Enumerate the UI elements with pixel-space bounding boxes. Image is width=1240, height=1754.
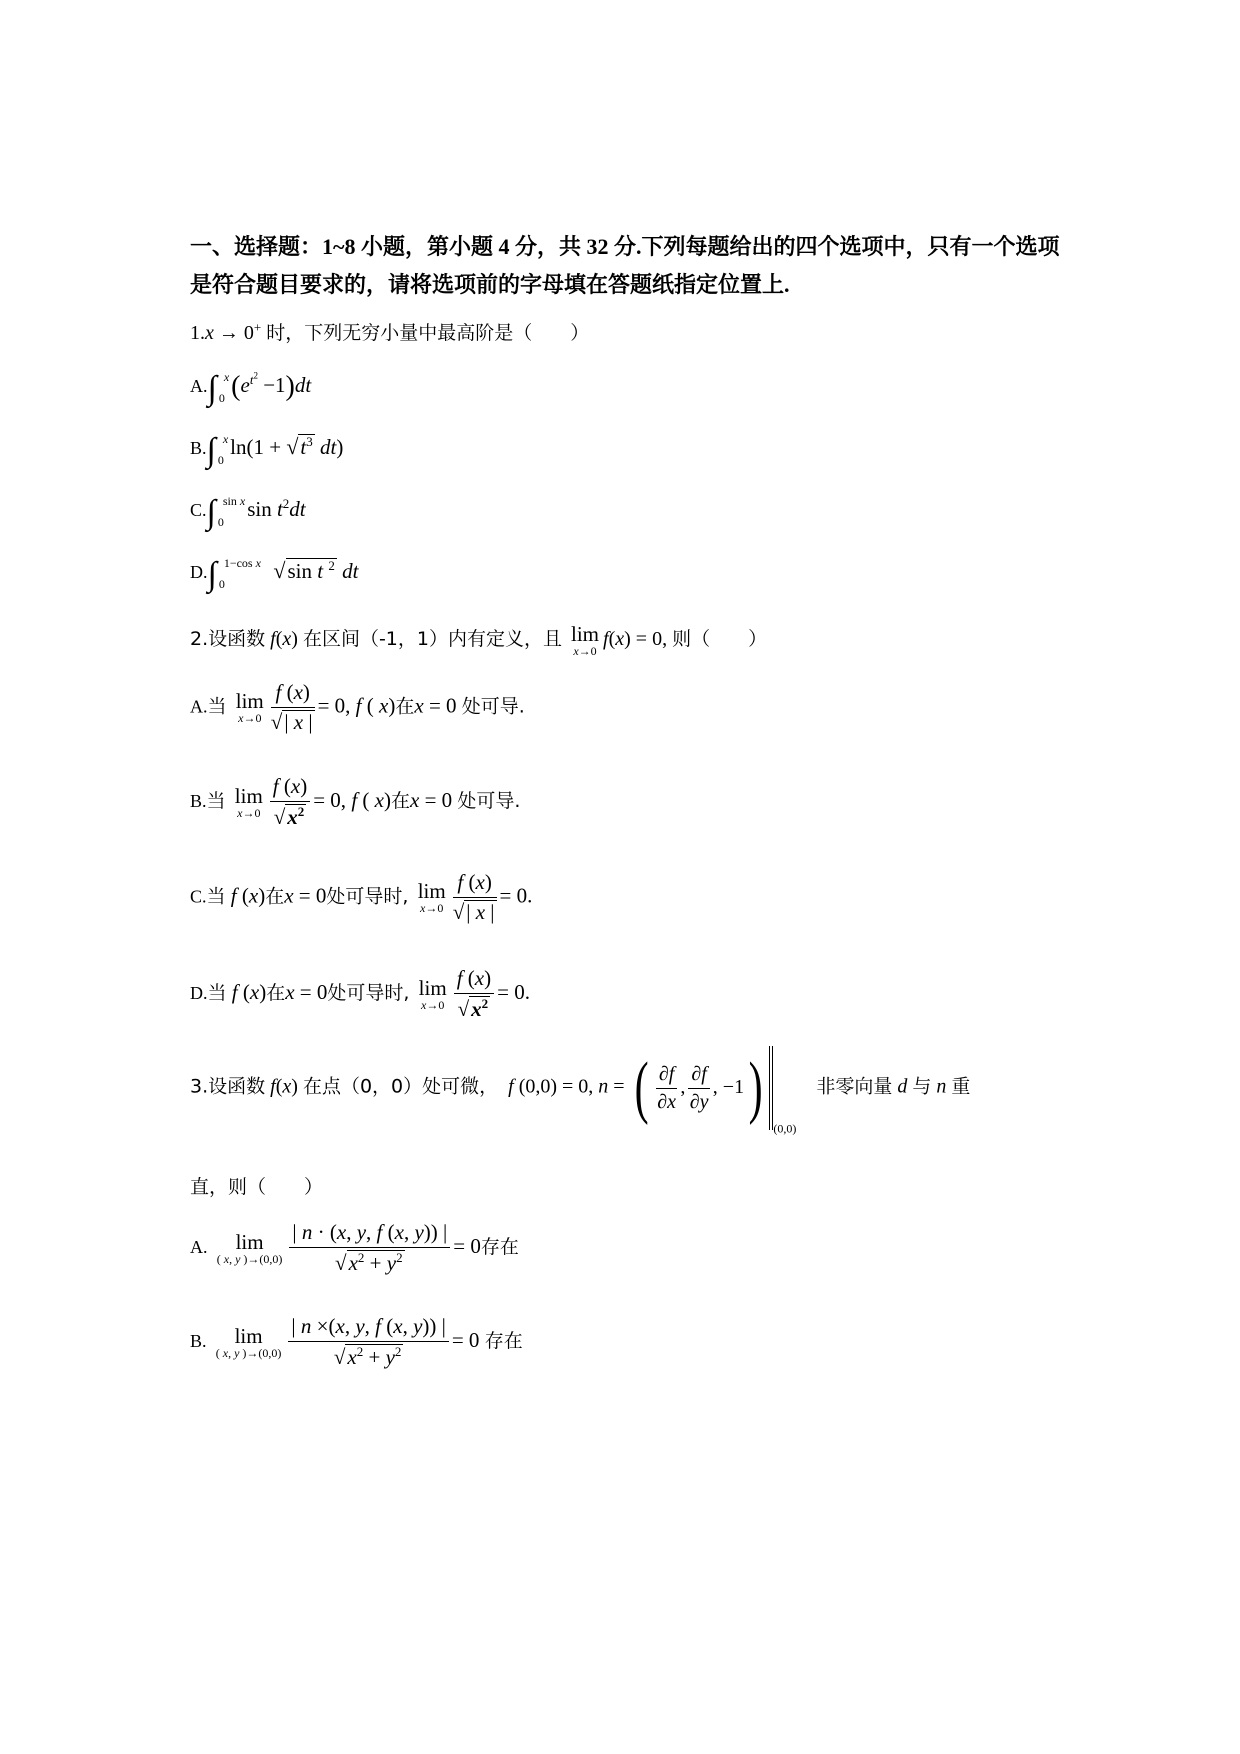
question-2-option-c: C.当 f (x)在x = 0处可导时, lim x→0 $\frac{f (x)}{√| x |}$ = 0. <box>190 870 533 924</box>
question-2-stem: 2.设函数 f(x) 在区间（-1，1）内有定义，且 lim x→0 f(x) = 0, 则（ ） <box>190 622 768 658</box>
question-3-stem-cont: 直，则（ ） <box>190 1176 324 1198</box>
question-1-stem: 1.x → 0+ 时，下列无穷小量中最高阶是（ ） <box>190 319 590 344</box>
question-1-option-c: C.∫ sin x 0 $\sin t^2dt$ <box>190 493 306 531</box>
question-1-number: 1. <box>190 322 205 344</box>
question-1-option-a: A.∫ x 0 $(e^{t^2} -1)dt$ <box>190 369 312 407</box>
question-1-option-b: B.∫ x 0 $\ln(1 + √t^3$ dt) <box>190 431 344 469</box>
question-2-option-d: D.当 f (x)在x = 0处可导时, lim x→0 $\frac{f (x)}{√x^2}$ = 0. <box>190 966 530 1021</box>
question-3-option-b: B. lim ( x, y )→(0,0) $\frac{| n \times(x, y, f (x, y)) |}{√x^2 + y^2}$ = 0 存在 <box>190 1314 523 1369</box>
question-3-option-a: A. lim ( x, y )→(0,0) $\frac{| n \cdot (x, y, f (x, y)) |}{√x^2 + y^2}$ = 0存在 <box>190 1220 519 1275</box>
section-heading-line1: 一、选择题：1~8 小题，第小题 4 分，共 32 分.下列每题给出的四个选项中，只有一个选项 <box>190 234 1060 259</box>
question-3-stem: 3.设函数 f(x) 在点（0，0）处可微， f (0,0) = 0, n = ( $\frac{\partial f}{\partial x}$ , $\frac{\partial f}{\partial y}$ , $-1)_{(0,0)}$ 非零向量 d 与 n 重 <box>190 1046 970 1137</box>
question-2-option-a: A.当 lim x→0 $\frac{f (x)}{√| x |}$ = 0, f ( x)在x = 0 处可导. <box>190 680 525 734</box>
section-heading-line2: 是符合题目要求的，请将选项前的字母填在答题纸指定位置上. <box>190 272 790 297</box>
question-2-option-b: B.当 lim x→0 $\frac{f (x)}{√x^2}$ = 0, f ( x)在x = 0 处可导. <box>190 774 521 829</box>
question-1-option-d: D.∫ 1−cos x 0 √sin t $^2$ dt <box>190 555 359 593</box>
question-1-text: 时，下列无穷小量中最高阶是（ ） <box>266 322 590 344</box>
